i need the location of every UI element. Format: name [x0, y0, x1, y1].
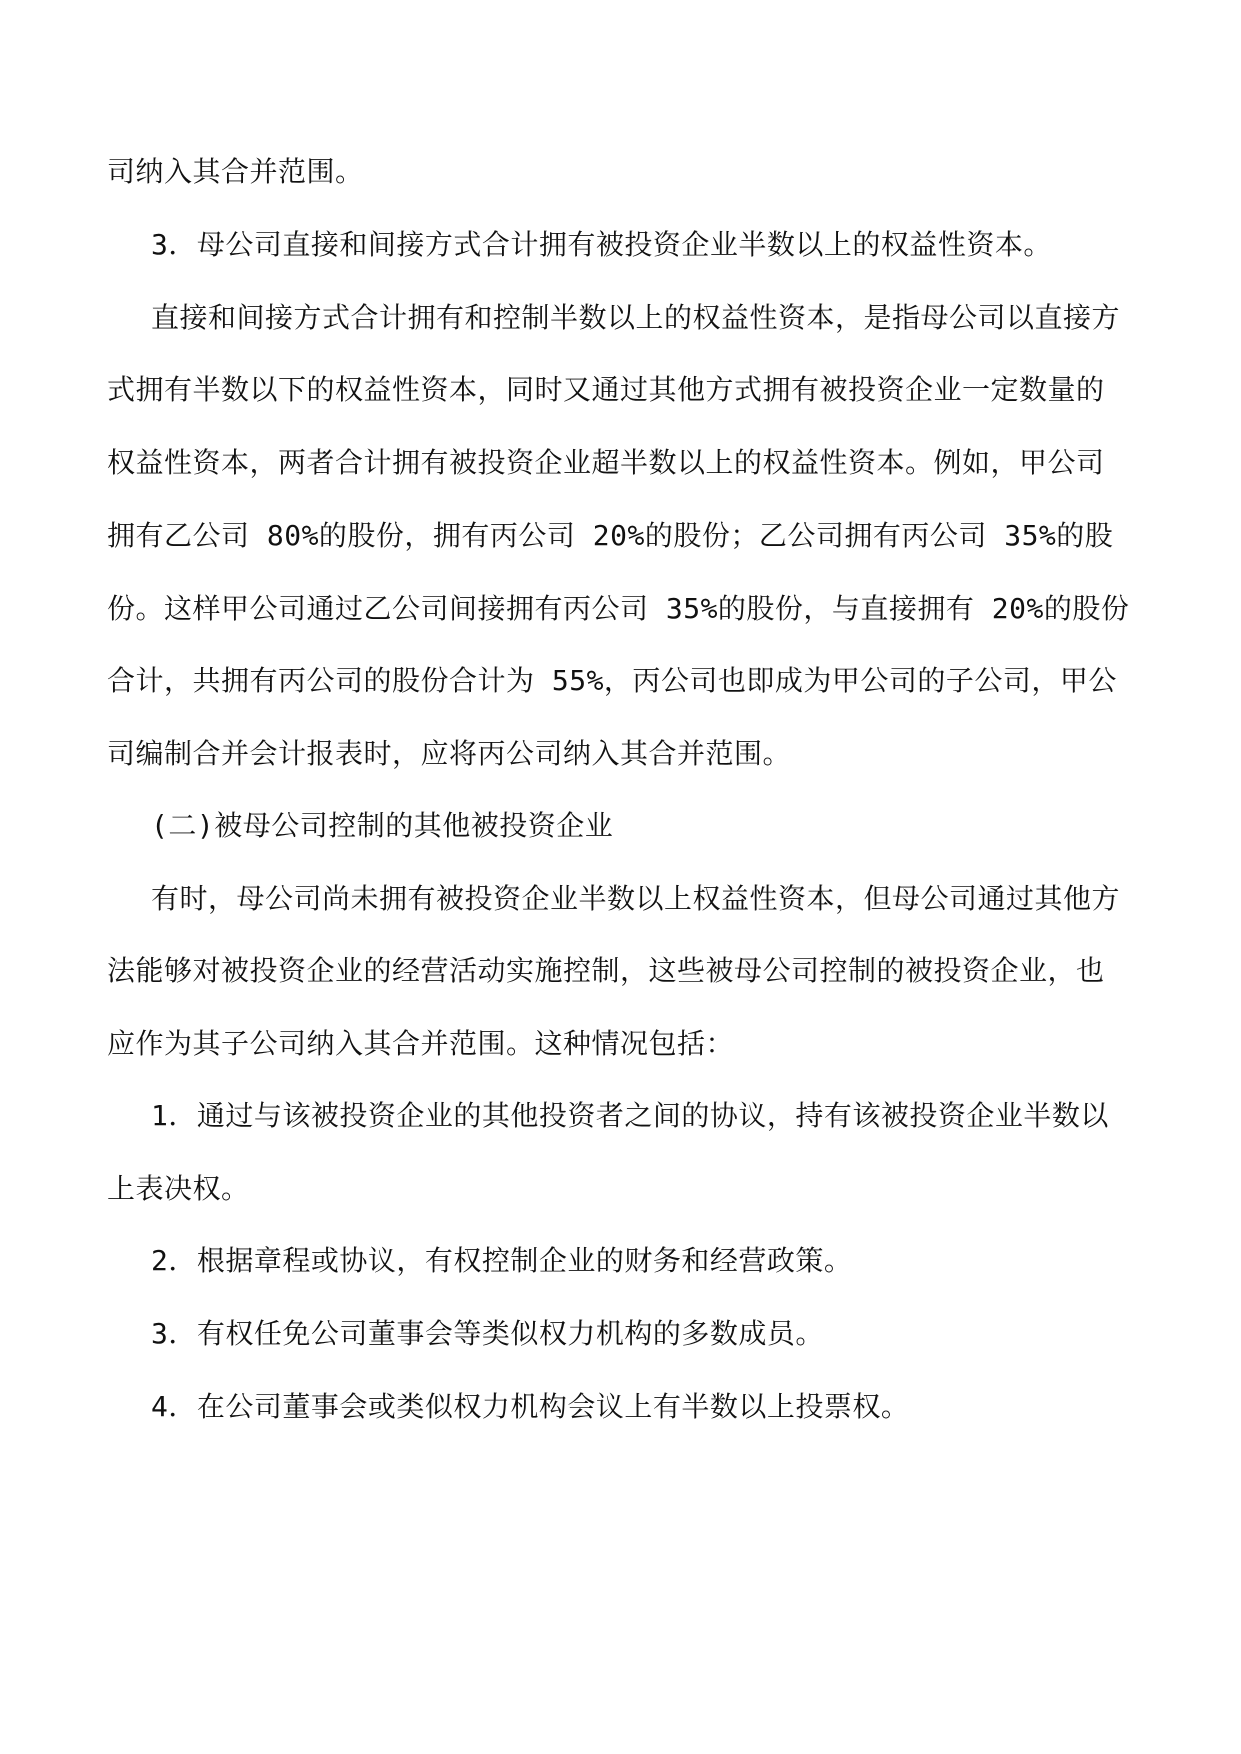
list-item-line: 2．根据章程或协议，有权控制企业的财务和经营政策。: [151, 1244, 853, 1277]
paragraph-line: 应作为其子公司纳入其合并范围。这种情况包括：: [107, 1027, 735, 1060]
list-item-line: 上表决权。: [107, 1172, 250, 1205]
paragraph-line: 合计，共拥有丙公司的股份合计为 55%，丙公司也即成为甲公司的子公司，甲公: [107, 664, 1117, 697]
paragraph-line: 直接和间接方式合计拥有和控制半数以上的权益性资本，是指母公司以直接方: [151, 301, 1121, 334]
paragraph-line: 有时，母公司尚未拥有被投资企业半数以上权益性资本，但母公司通过其他方: [151, 882, 1121, 915]
paragraph-line: 权益性资本，两者合计拥有被投资企业超半数以上的权益性资本。例如，甲公司: [107, 446, 1105, 479]
section-heading: (二)被母公司控制的其他被投资企业: [151, 809, 614, 842]
paragraph-line: 法能够对被投资企业的经营活动实施控制，这些被母公司控制的被投资企业，也: [107, 954, 1105, 987]
paragraph-line: 司纳入其合并范围。: [107, 155, 364, 188]
paragraph-line: 式拥有半数以下的权益性资本，同时又通过其他方式拥有被投资企业一定数量的: [107, 373, 1105, 406]
list-item-line: 3．母公司直接和间接方式合计拥有被投资企业半数以上的权益性资本。: [151, 228, 1052, 261]
paragraph-line: 司编制合并会计报表时，应将丙公司纳入其合并范围。: [107, 737, 792, 770]
list-item-line: 1．通过与该被投资企业的其他投资者之间的协议，持有该被投资企业半数以: [151, 1099, 1109, 1132]
paragraph-line: 份。这样甲公司通过乙公司间接拥有丙公司 35%的股份，与直接拥有 20%的股份: [107, 592, 1130, 625]
list-item-line: 3．有权任免公司董事会等类似权力机构的多数成员。: [151, 1317, 824, 1350]
list-item-line: 4．在公司董事会或类似权力机构会议上有半数以上投票权。: [151, 1390, 910, 1423]
paragraph-line: 拥有乙公司 80%的股份，拥有丙公司 20%的股份；乙公司拥有丙公司 35%的股: [107, 519, 1114, 552]
